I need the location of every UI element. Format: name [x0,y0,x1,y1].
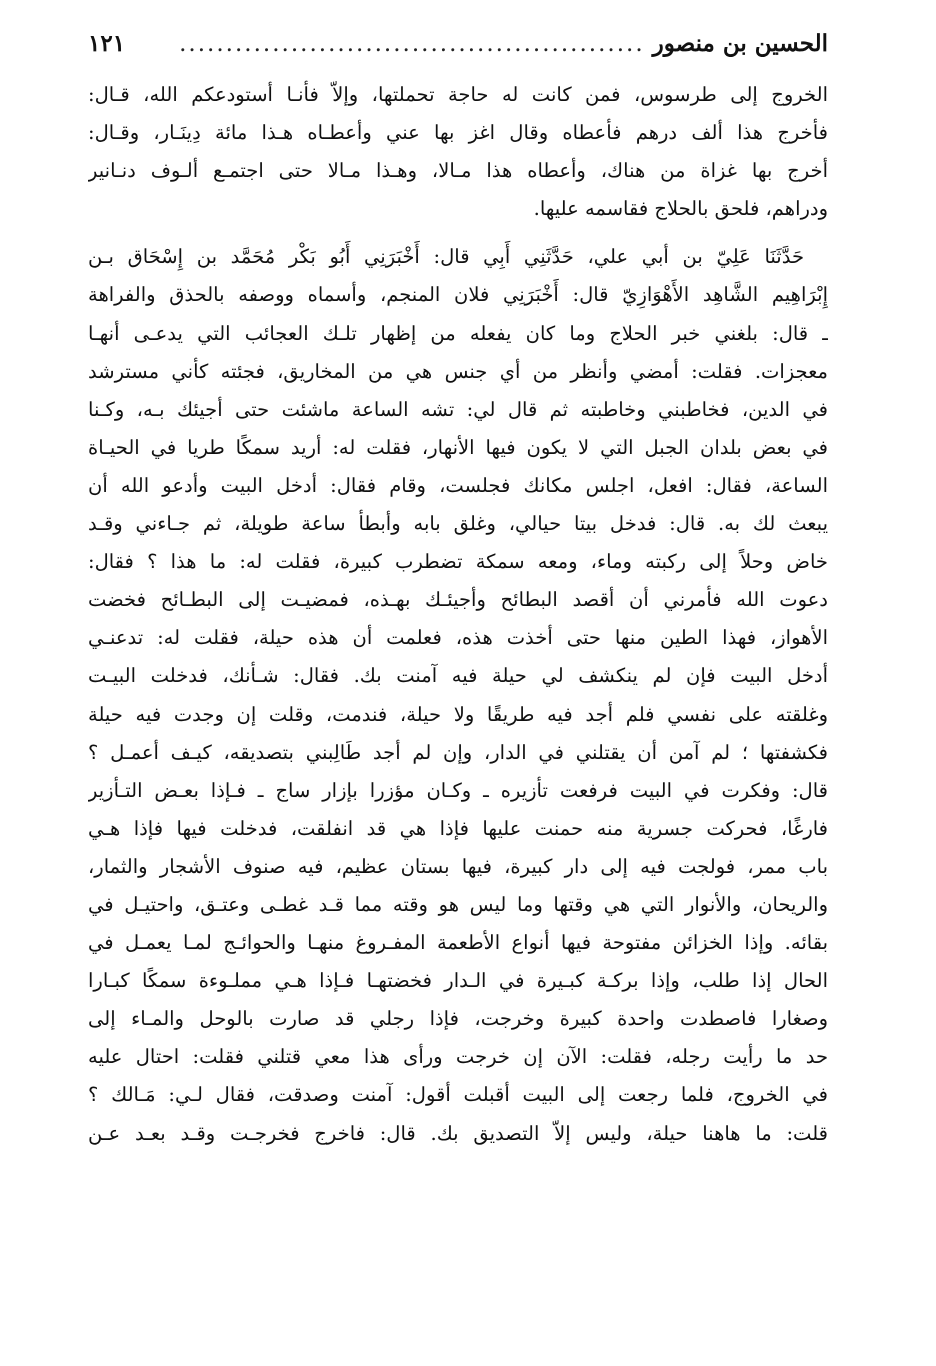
body-text [88,76,828,1153]
text-line: في الدين، فخاطبني وخاطبته ثم قال لي: تشه الساعة ماشئت حتى أجيئك بـه، وكـنا [88,397,828,421]
text-line: دعوت الله فأمرني أن أقصد البطائح وأجيئـك بهـذه، فمضيـت إلى البطـائح فخضت [88,588,828,612]
text-line: فارغًا، فحركت جسرية منه حمنت عليها فإذا هي قد انفلقت، فدخلت فيها فإذا هـي [88,816,828,840]
text-line: والريحان، والأنوار التي هي وقتها وما ليس هو وقته مما قـد غطـى وعتـق، واحتيـل في [88,892,828,916]
text-line: خاض وحلاً إلى ركبته وماء، ومعه سمكة تضطرب كبيرة، فقلت له: ما هذا ؟ فقال: [88,550,828,574]
text-line: باب ممر، فولجت فيه إلى دار كبيرة، فيها بستان عظيم، فيه صنوف الأشجار والثمار، [88,854,828,878]
text-line: في بعض بلدان الجبل التي لا يكون فيها الأنهار، فقلت له: أريد سمكًا طريا في الحيـاة [88,435,828,459]
text-line: قال: وفكرت في البيت فرفعت تأزيره ـ وكـان مؤزرا بإزار ساج ـ فـإذا بعـض التـأزير [88,778,828,802]
text-line: يبعث لك به. قال: فدخل بيتا حيالي، وغلق بابه وأبطأ ساعة طويلة، ثم جـاءني وقـد [88,512,828,536]
text-line: فأخرج هذا ألف درهم فأعطاه وقال اغز بها عني وأعطـاه هـذا مائة دِينَـار، وقـال: [88,121,828,145]
paragraph-2 [88,238,828,1152]
text-line: بقائه. وإذا الخزائن مفتوحة فيها أنواع الأطعمة المفـروغ منهـا والحوائـج لمـا يعمـل في [88,931,828,955]
text-line: قلت: ما هاهنا حيلة، وليس إلاّ التصديق بك. قال: فاخرج فخرجـت وقـد بعـد عـن [88,1121,828,1145]
text-line: معجزات. فقلت: أمضي وأنظر من أي جنس هي من المخاريق، فجئته كأني مسترشد [88,359,828,383]
text-line: أخرج بها غزاة من هناك، وأعطاه هذا مـالا، وهـذا مـالا حتى اجتمـع ألـوف دنـانير [88,159,828,183]
page-number: ١٢١ [88,30,126,57]
text-line: الخروج إلى طرسوس، فمن كانت له حاجة تحملتها، وإلاّ فأنـا أستودعكم الله، قـال: [88,83,828,106]
text-line: ـ قال: بلغني خبر الحلاج وما كان يفعله من إظهار تلـك العجائب التي يدعـى أنهـا [88,321,828,345]
text-line: فكشفتها ؛ لم آمن أن يقتلني في الدار، وإن لم أجد طَالِبني بتصديقه، كيـف أعمـل ؟ [88,740,828,764]
header-title: الحسين بن منصور [652,30,828,57]
running-header [88,30,828,76]
text-line: ودراهم، فلحق بالحلاج فقاسمه عليها. [533,197,828,221]
text-line: الحال إذا طلب، وإذا بركـة كبـيرة في الـدار فخضتهـا فـإذا هـي مملـوءة سمكًا كبـارا [88,969,828,993]
text-line: الساعة، فقال: افعل، اجلس مكانك فجلست، وقام فقال: أدخل البيت وأدعو الله أن [88,473,828,497]
paragraph-spacer [88,228,828,238]
text-line: أدخل البيت فإن لم ينكشف لي حيلة فيه آمنت بك. فقال: شـأنك، فدخلت البيـت [88,664,828,688]
text-line: وغلقته على نفسي فلم أجد فيه طريقًا ولا حيلة، فندمت، وقلت إن وجدت فيه حيلة [88,702,828,726]
paragraph-1 [88,76,828,228]
book-page [88,30,828,1340]
text-line: حد ما رأيت رجله، فقلت: الآن إن خرجت ورأى هذا معي قتلني فقلت: احتال عليه [88,1045,828,1069]
text-line: إِبْرَاهِيم الشَّاهِد الأَهْوَازِيّ قال: أَخْبَرَنِي فلان المنجم، وأسماه ووصفه بالحذق والفراهة [88,283,828,307]
text-line: الأهواز، فهذا الطين منها حتى أخذت هذه، فعلمت أن هذه حيلة، فقلت له: تدعنـي [88,626,828,650]
header-dot-leader: .................................................. [179,31,645,57]
text-line: حَدَّثَنَا عَلِيّ بن أبي علي، حَدَّثَنِي أَبِي قال: أَخْبَرَنِي أَبُو بَكْر مُحَمَّد بن إِسْحَاق بـن [88,245,804,269]
text-line: وصغارا فاصطدت واحدة كبيرة وخرجت، فإذا رجلي قد صارت بالوحل والمـاء إلى [88,1007,828,1031]
text-line: في الخروج، فلما رجعت إلى البيت أقبلت أقول: آمنت وصدقت، فقال لـي: مَـالك ؟ [88,1083,828,1107]
